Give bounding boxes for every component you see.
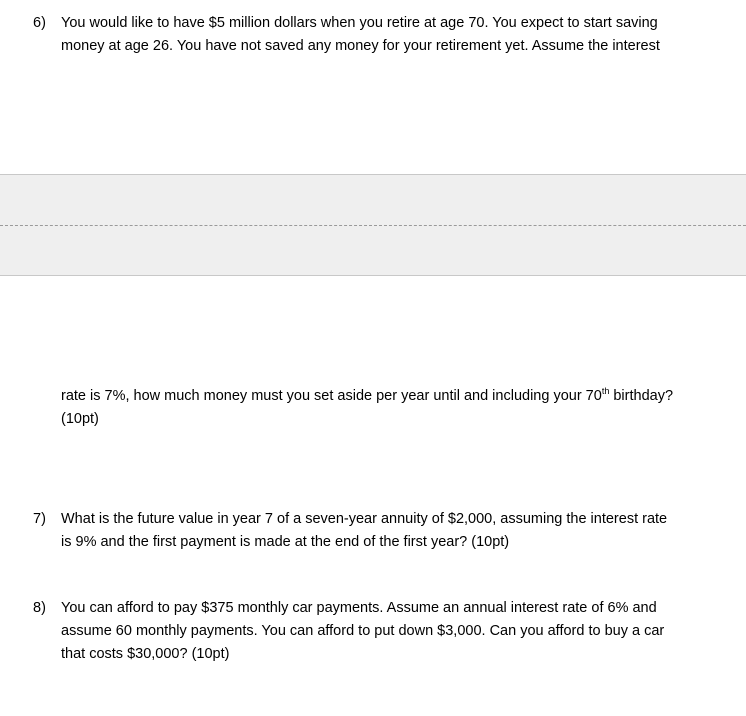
question-line: money at age 26. You have not saved any money for your retirement yet. Assume the interest [61,38,660,54]
question-text [61,12,721,58]
question-line: assume 60 monthly payments. You can afford to put down $3,000. Can you afford to buy a car [61,623,665,639]
question-text [61,385,721,431]
question-text [61,508,721,554]
page-break-divider [0,225,746,226]
question-line: You would like to have $5 million dollars when you retire at age 70. You expect to start saving [61,15,658,31]
question-line: that costs $30,000? (10pt) [61,646,230,662]
question-text [61,597,721,666]
question-number: 7) [33,511,46,527]
question-line: (10pt) [61,411,99,427]
question-line: rate is 7%, how much money must you set aside per year until and including your 70th birthday? [61,386,674,404]
question-number: 6) [33,15,46,31]
question-number: 8) [33,600,46,616]
question-line: What is the future value in year 7 of a seven-year annuity of $2,000, assuming the interest rate [61,511,668,527]
question-line: You can afford to pay $375 monthly car payments. Assume an annual interest rate of 6% and [61,600,657,616]
ordinal-superscript: th [601,386,610,397]
page-break [0,174,746,276]
question-line: is 9% and the first payment is made at the end of the first year? (10pt) [61,534,510,550]
